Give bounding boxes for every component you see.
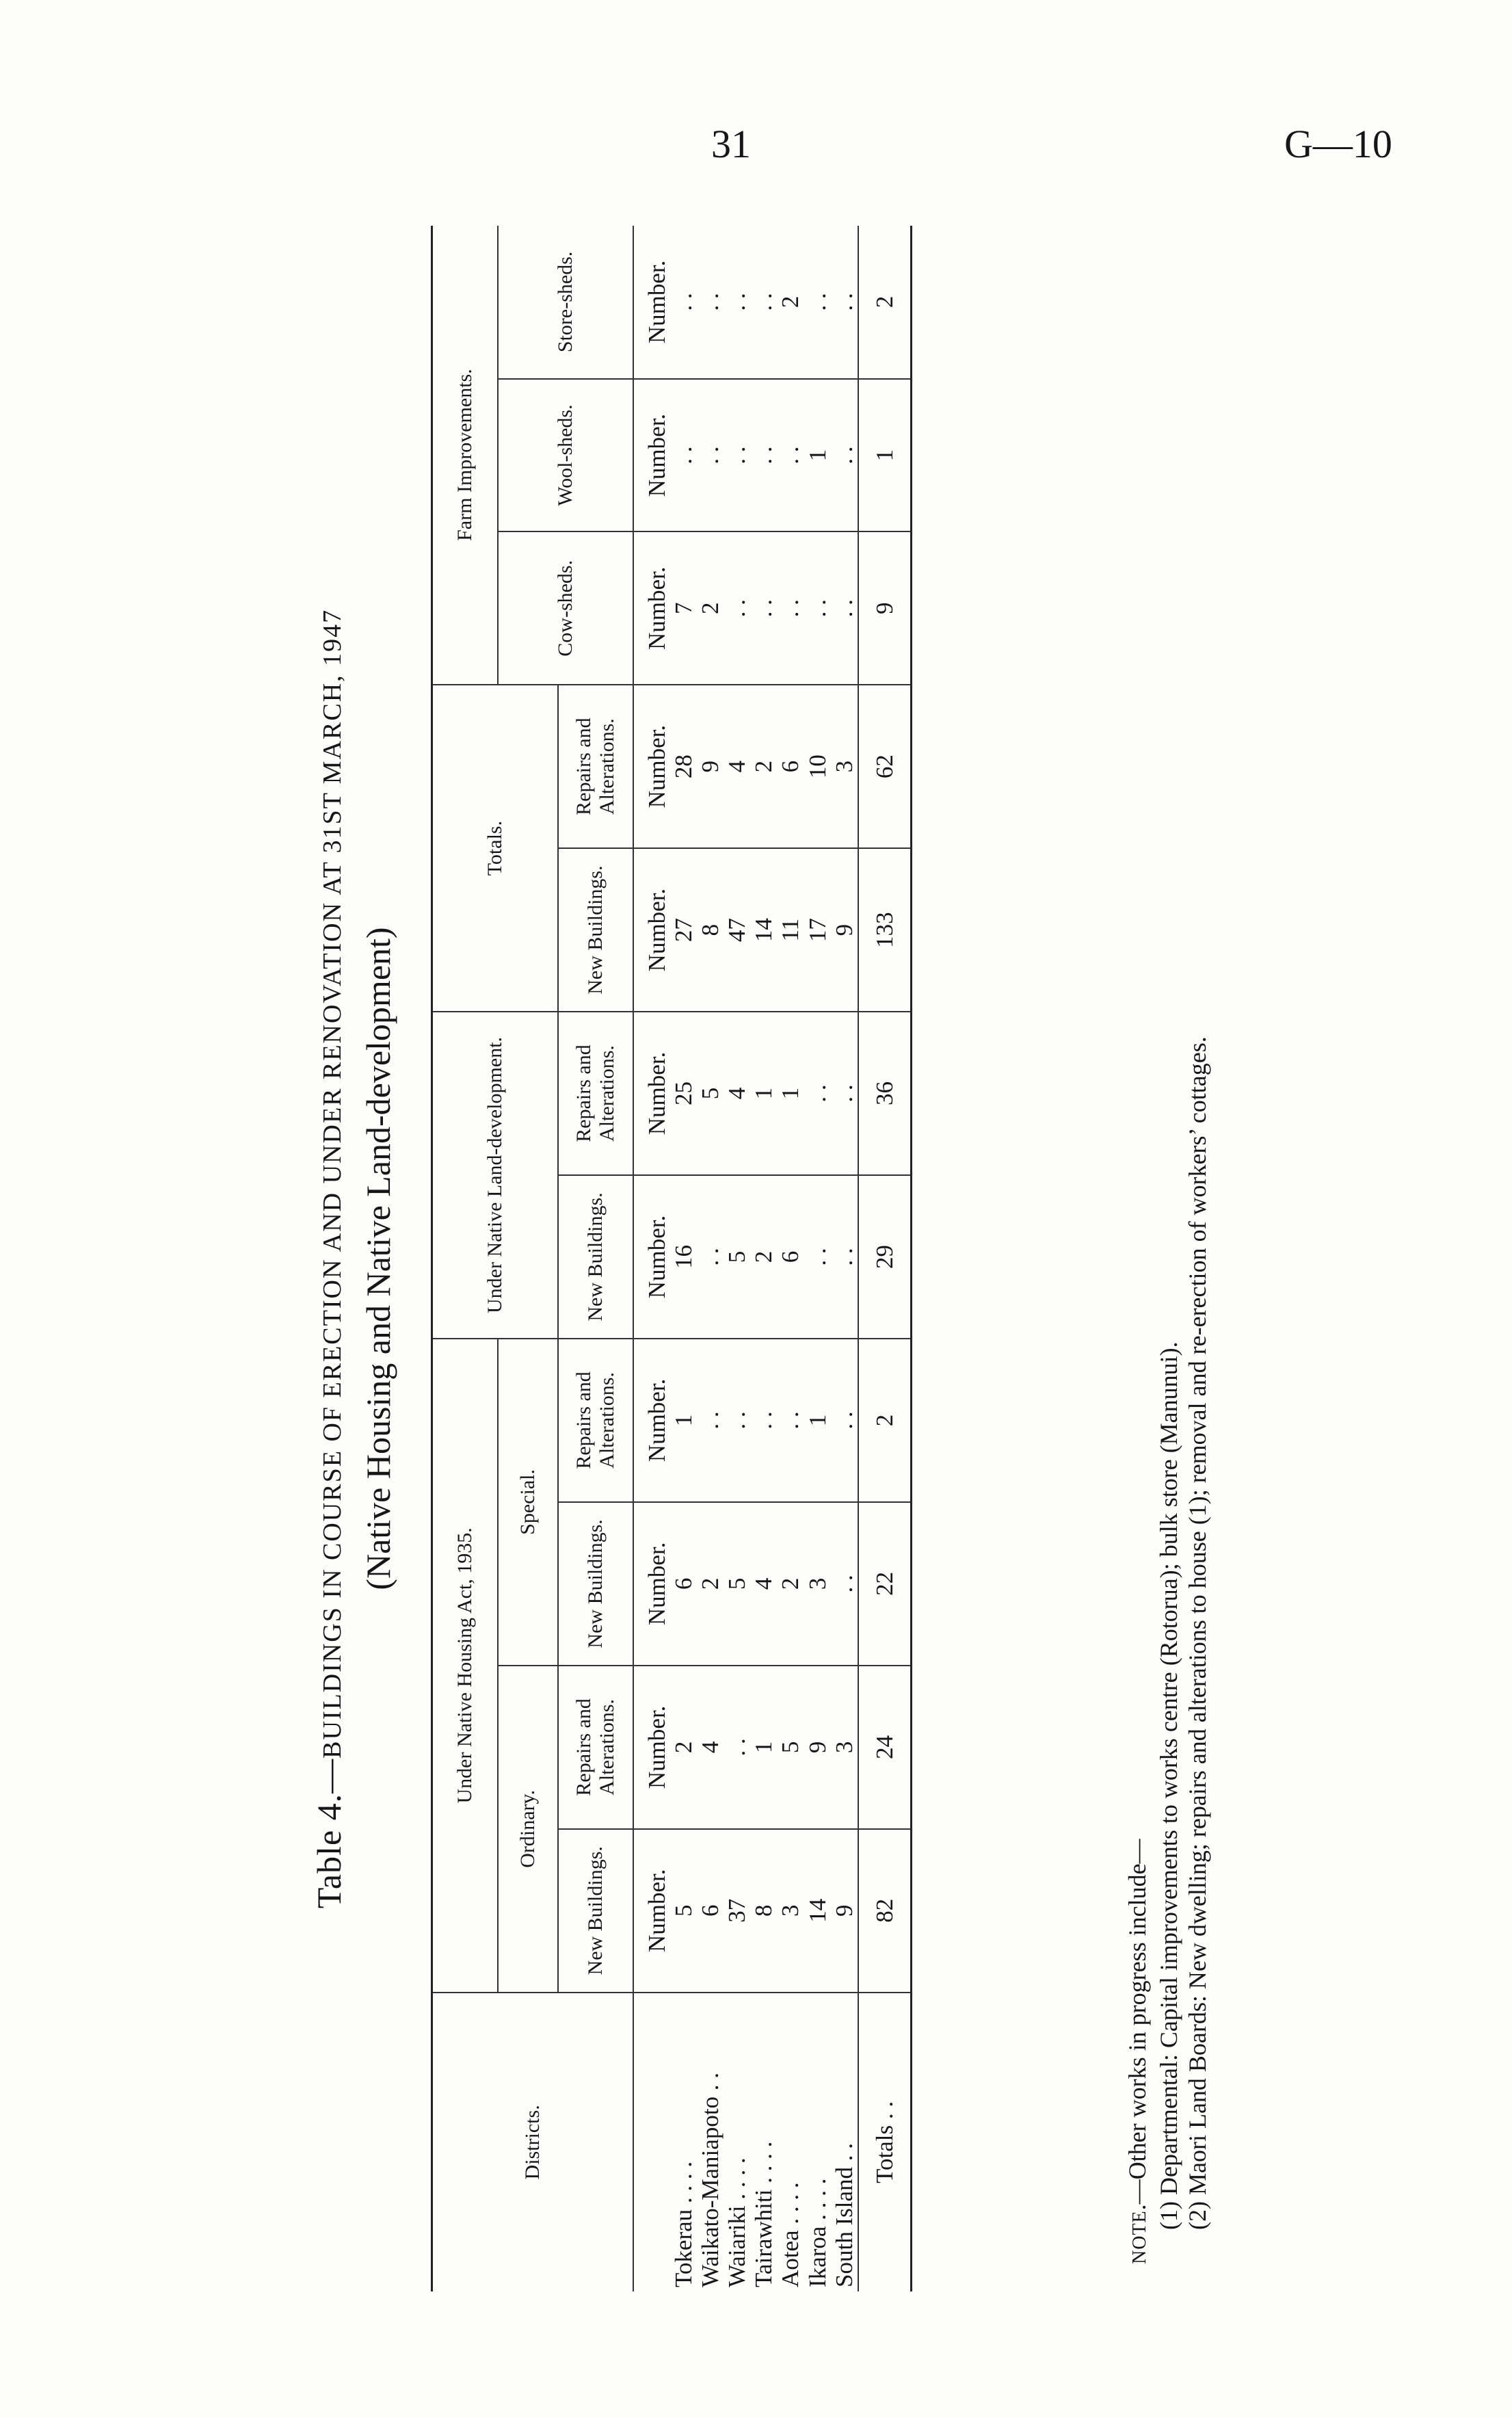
table-subtitle: (Native Housing and Native Land-development)	[359, 927, 397, 1590]
header-native-housing-act: Under Native Housing Act, 1935.	[432, 1339, 498, 1993]
table-cell: 27	[670, 848, 697, 1012]
header-districts: Districts.	[432, 1993, 633, 2291]
unit-label: Number.	[633, 1829, 670, 1993]
totals-cell: 29	[858, 1175, 912, 1339]
table-cell: 1	[750, 1012, 777, 1175]
table-cell: 3	[777, 1829, 804, 1993]
table-cell: 8	[697, 848, 724, 1012]
header-ordinary: Ordinary.	[498, 1666, 558, 1993]
table-cell: 2	[750, 1175, 777, 1339]
header-new-buildings: New Buildings.	[558, 1829, 633, 1993]
header-repairs: Repairs and Alterations.	[558, 1339, 633, 1502]
table-cell: . .	[750, 226, 777, 379]
table-row	[670, 226, 697, 2291]
table-cell: . .	[750, 1339, 777, 1502]
table-cell: . .	[804, 531, 831, 685]
table-cell: 1	[750, 1666, 777, 1829]
table-cell: 17	[804, 848, 831, 1012]
unit-label: Number.	[633, 1502, 670, 1666]
totals-cell: 1	[858, 379, 912, 532]
table-row	[724, 226, 750, 2291]
header-repairs: Repairs and Alterations.	[558, 685, 633, 848]
unit-label: Number.	[633, 1666, 670, 1829]
table-cell: 11	[777, 848, 804, 1012]
header-new-buildings: New Buildings.	[558, 1175, 633, 1339]
table-cell: 2	[777, 1502, 804, 1666]
table-cell: 14	[750, 848, 777, 1012]
table-cell: 8	[750, 1829, 777, 1993]
unit-label: Number.	[633, 379, 670, 532]
table-cell: 2	[697, 1502, 724, 1666]
unit-label: Number.	[633, 226, 670, 379]
table-cell: 10	[804, 685, 831, 848]
table-cell: 3	[831, 685, 858, 848]
unit-label: Number.	[633, 685, 670, 848]
table-note	[1123, 226, 1212, 2264]
table-cell: 1	[777, 1012, 804, 1175]
table-cell: 2	[777, 226, 804, 379]
table-cell: . .	[831, 1012, 858, 1175]
totals-cell: 9	[858, 531, 912, 685]
table-cell: 6	[777, 685, 804, 848]
table-cell: 3	[831, 1666, 858, 1829]
table-cell: 1	[804, 1339, 831, 1502]
table-cell: . .	[697, 226, 724, 379]
table-cell: . .	[777, 531, 804, 685]
table-cell: . .	[831, 379, 858, 532]
table-cell: . .	[777, 1339, 804, 1502]
table-cell: 28	[670, 685, 697, 848]
table-cell: . .	[831, 1175, 858, 1339]
table-body	[633, 226, 912, 2291]
totals-cell: 62	[858, 685, 912, 848]
table-cell: 9	[831, 848, 858, 1012]
table-cell: 5	[777, 1666, 804, 1829]
table-cell: . .	[804, 1012, 831, 1175]
table-cell: . .	[804, 226, 831, 379]
table-cell: 6	[777, 1175, 804, 1339]
page-reference: G—10	[1284, 122, 1392, 166]
table-cell: . .	[724, 379, 750, 532]
table-row	[697, 226, 724, 2291]
header-cow-sheds: Cow-sheds.	[498, 531, 633, 685]
header-store-sheds: Store-sheds.	[498, 226, 633, 379]
header-new-buildings: New Buildings.	[558, 1502, 633, 1666]
table-title-text: BUILDINGS IN COURSE OF ERECTION AND UNDER RENOVATION AT 31ST MARCH, 1947	[318, 608, 347, 1759]
table-cell: 3	[804, 1502, 831, 1666]
table-cell: 4	[697, 1666, 724, 1829]
table-cell: 25	[670, 1012, 697, 1175]
district-name: Waikato-Maniapoto . .	[696, 2072, 724, 2287]
unit-label: Number.	[633, 848, 670, 1012]
table-cell: 14	[804, 1829, 831, 1993]
table-cell: . .	[831, 1339, 858, 1502]
table-cell: 5	[724, 1175, 750, 1339]
table-cell: . .	[724, 1339, 750, 1502]
header-special: Special.	[498, 1339, 558, 1666]
table-cell: 4	[724, 685, 750, 848]
district-name: Waiariki . . . .	[724, 2157, 751, 2287]
table-cell: . .	[831, 531, 858, 685]
table-cell: . .	[697, 1339, 724, 1502]
district-name: Aotea . . . .	[777, 2182, 804, 2287]
table-cell: 6	[670, 1502, 697, 1666]
table-cell: . .	[724, 531, 750, 685]
table-cell: 16	[670, 1175, 697, 1339]
header-wool-sheds: Wool-sheds.	[498, 379, 633, 532]
totals-cell: 2	[858, 226, 912, 379]
table-cell: 9	[697, 685, 724, 848]
note-lead: .—Other works in progress include—	[1124, 1839, 1151, 2211]
unit-row	[633, 226, 670, 2291]
totals-cell: 24	[858, 1666, 912, 1829]
table-cell: . .	[724, 1666, 750, 1829]
note-lead-word: NOTE	[1129, 2210, 1150, 2264]
table-cell: . .	[804, 1175, 831, 1339]
header-repairs: Repairs and Alterations.	[558, 1012, 633, 1175]
header-totals: Totals.	[432, 685, 558, 1012]
header-farm-improvements: Farm Improvements.	[432, 226, 498, 685]
table-row	[804, 226, 831, 2291]
table-row	[750, 226, 777, 2291]
district-name: Tokerau . . . .	[669, 2161, 697, 2287]
table-cell: 47	[724, 848, 750, 1012]
page-number: 31	[711, 122, 751, 166]
table-cell: . .	[750, 531, 777, 685]
totals-cell: 133	[858, 848, 912, 1012]
header-new-buildings: New Buildings.	[558, 848, 633, 1012]
table-title-prefix: Table 4.—	[310, 1758, 348, 1909]
table-cell: 1	[804, 379, 831, 532]
unit-label: Number.	[633, 1175, 670, 1339]
table-cell: . .	[831, 226, 858, 379]
table-cell: 5	[724, 1502, 750, 1666]
table-title	[308, 226, 354, 2291]
table-cell: . .	[777, 379, 804, 532]
table-cell: 37	[724, 1829, 750, 1993]
table-cell: . .	[670, 226, 697, 379]
table-cell: . .	[831, 1502, 858, 1666]
table-cell: 4	[750, 1502, 777, 1666]
totals-cell: 82	[858, 1829, 912, 1993]
unit-label: Number.	[633, 1012, 670, 1175]
rotated-table-page	[308, 226, 1224, 2291]
district-name: Ikaroa . . . .	[804, 2178, 831, 2287]
table-cell: 2	[697, 531, 724, 685]
table-cell: . .	[670, 379, 697, 532]
table-cell: 9	[831, 1829, 858, 1993]
table-cell: 9	[804, 1666, 831, 1829]
table-cell: 2	[750, 685, 777, 848]
totals-cell: 22	[858, 1502, 912, 1666]
note-line-2: (2) Maori Land Boards: New dwelling; repairs and alterations to house (1); removal and re-erection of workers’ cottages.	[1184, 1036, 1211, 2230]
table-cell: 2	[670, 1666, 697, 1829]
table-cell: 5	[697, 1012, 724, 1175]
table-row	[777, 226, 804, 2291]
table-row	[831, 226, 858, 2291]
table-cell: . .	[750, 379, 777, 532]
totals-cell: 36	[858, 1012, 912, 1175]
table-cell: . .	[724, 226, 750, 379]
district-name: Tairawhiti . . . .	[750, 2141, 778, 2287]
table-cell: 6	[697, 1829, 724, 1993]
totals-row	[858, 226, 912, 2291]
unit-label: Number.	[633, 1339, 670, 1502]
totals-cell: 2	[858, 1339, 912, 1502]
header-land-development: Under Native Land-development.	[432, 1012, 558, 1339]
totals-label: Totals . .	[858, 1993, 912, 2291]
table-cell: 5	[670, 1829, 697, 1993]
table-cell: 4	[724, 1012, 750, 1175]
table-cell: . .	[697, 1175, 724, 1339]
unit-label: Number.	[633, 531, 670, 685]
district-name: South Island . .	[830, 2143, 858, 2287]
note-line-1: (1) Departmental: Capital improvements to works centre (Rotorua); bulk store (Manunui).	[1155, 1341, 1182, 2230]
table-cell: . .	[697, 379, 724, 532]
header-repairs: Repairs and Alterations.	[558, 1666, 633, 1829]
table-cell: 7	[670, 531, 697, 685]
table-cell: 1	[670, 1339, 697, 1502]
buildings-table	[431, 226, 912, 2291]
